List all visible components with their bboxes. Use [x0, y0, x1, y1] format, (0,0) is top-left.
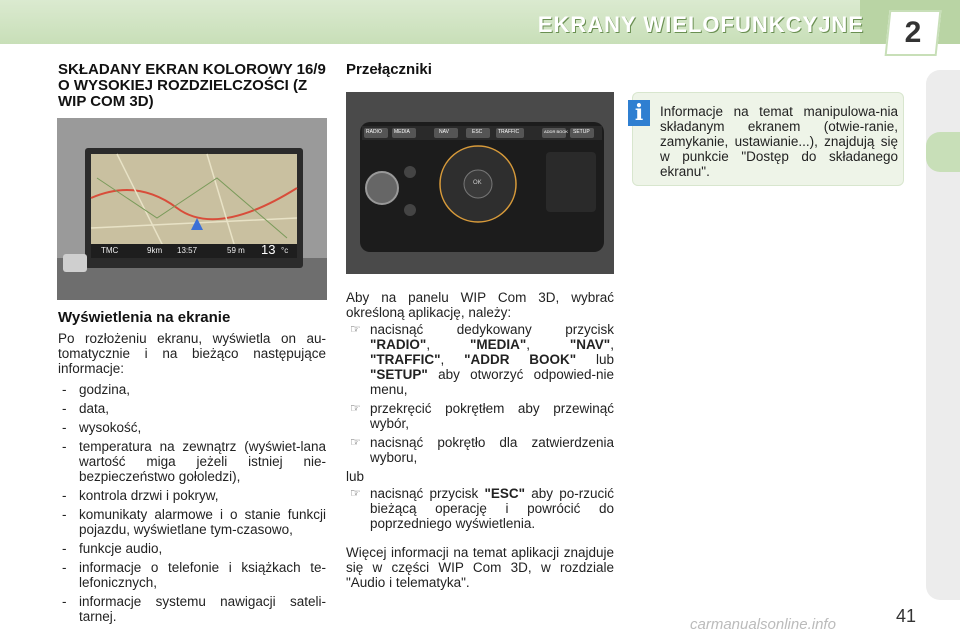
display-info-text [58, 331, 326, 628]
list-item: ☞ przekręcić pokrętłem aby przewinąć wybór, [350, 401, 614, 431]
screen-altitude: 59 m [227, 246, 245, 255]
ok-label: OK [473, 180, 482, 186]
list-item: - komunikaty alarmowe i o stanie funkcji pojazdu, wyświetlane tym-czasowo, [58, 507, 326, 537]
display-items-list [58, 382, 326, 624]
pointing-hand-icon: ☞ [350, 435, 361, 449]
nav-button: NAV [439, 129, 449, 135]
side-tab-active [926, 132, 960, 172]
info-text: Informacje na temat manipulowa-nia składanym ekranem (otwie-ranie, zamykanie, ustawianie...), znajdują się w punkcie "Dostęp do składanego ekranu". [660, 104, 898, 179]
display-photo [57, 118, 327, 300]
display-illustration [57, 118, 327, 300]
list-item: - informacje systemu nawigacji sateli-tarnej. [58, 594, 326, 624]
section-title-screen: SKŁADANY EKRAN KOLOROWY 16/9 O WYSOKIEJ ROZDZIELCZOŚCI (Z WIP COM 3D) [58, 61, 326, 110]
list-item: - kontrola drzwi i pokryw, [58, 488, 326, 503]
display-intro: Po rozłożeniu ekranu, wyświetla on au-tomatycznie i na bieżąco następujące informacje: [58, 331, 326, 376]
setup-button: SETUP [573, 129, 590, 135]
esc-button: ESC [472, 129, 483, 135]
screen-distance: 9km [147, 246, 163, 255]
pointing-hand-icon: ☞ [350, 322, 361, 336]
switches-steps-list [346, 322, 614, 465]
list-item: ☞ nacisnąć dedykowany przycisk "RADIO", "MEDIA", "NAV", "TRAFFIC", "ADDR BOOK" lub "SETUP" aby otworzyć odpowied-nie menu, [350, 322, 614, 397]
pointing-hand-icon: ☞ [350, 486, 361, 500]
control-panel-photo [346, 92, 614, 274]
screen-tmc: TMC [101, 246, 119, 255]
section-title-switches: Przełączniki [346, 61, 432, 78]
list-item: - funkcje audio, [58, 541, 326, 556]
addr-book-button: ADDR BOOK [544, 129, 569, 134]
traffic-button: TRAFFIC [498, 129, 520, 135]
more-info-text: Więcej informacji na temat aplikacji znajduje się w części WIP Com 3D, w rozdziale "Audio i telematyka". [346, 545, 614, 590]
list-item: - informacje o telefonie i książkach te-lefonicznych, [58, 560, 326, 590]
page-number: 41 [896, 606, 917, 626]
radio-button: RADIO [366, 129, 382, 135]
chapter-number: 2 [904, 16, 922, 49]
list-item: - wysokość, [58, 420, 326, 435]
watermark: carmanualsonline.info [690, 616, 836, 633]
list-item: - data, [58, 401, 326, 416]
pointing-hand-icon: ☞ [350, 401, 361, 415]
chapter-number-badge [885, 10, 942, 56]
media-button: MEDIA [394, 129, 410, 135]
list-item: - temperatura na zewnątrz (wyświet-lana wartość miga jeżeli istniej nie-bezpieczeństwo gołoledzi), [58, 439, 326, 484]
info-icon: i [628, 100, 650, 126]
list-item: - godzina, [58, 382, 326, 397]
or-label: lub [346, 469, 365, 484]
switches-intro: Aby na panelu WIP Com 3D, wybrać określoną aplikację, należy: [346, 290, 614, 320]
switches-text [346, 290, 614, 590]
list-item: ☞ nacisnąć przycisk "ESC" aby po-rzucić bieżącą operację i powrócić do poprzedniego wyświetlenia. [350, 486, 614, 531]
screen-temperature: 13 [261, 242, 276, 257]
subsection-title-display: Wyświetlenia na ekranie [58, 309, 231, 326]
esc-step-list [346, 486, 614, 531]
screen-temp-unit: °c [281, 246, 289, 255]
screen-time: 13:57 [177, 246, 198, 255]
list-item: ☞ nacisnąć pokrętło dla zatwierdzenia wyboru, [350, 435, 614, 465]
chapter-title: EKRANY WIELOFUNKCYJNE [537, 12, 864, 37]
